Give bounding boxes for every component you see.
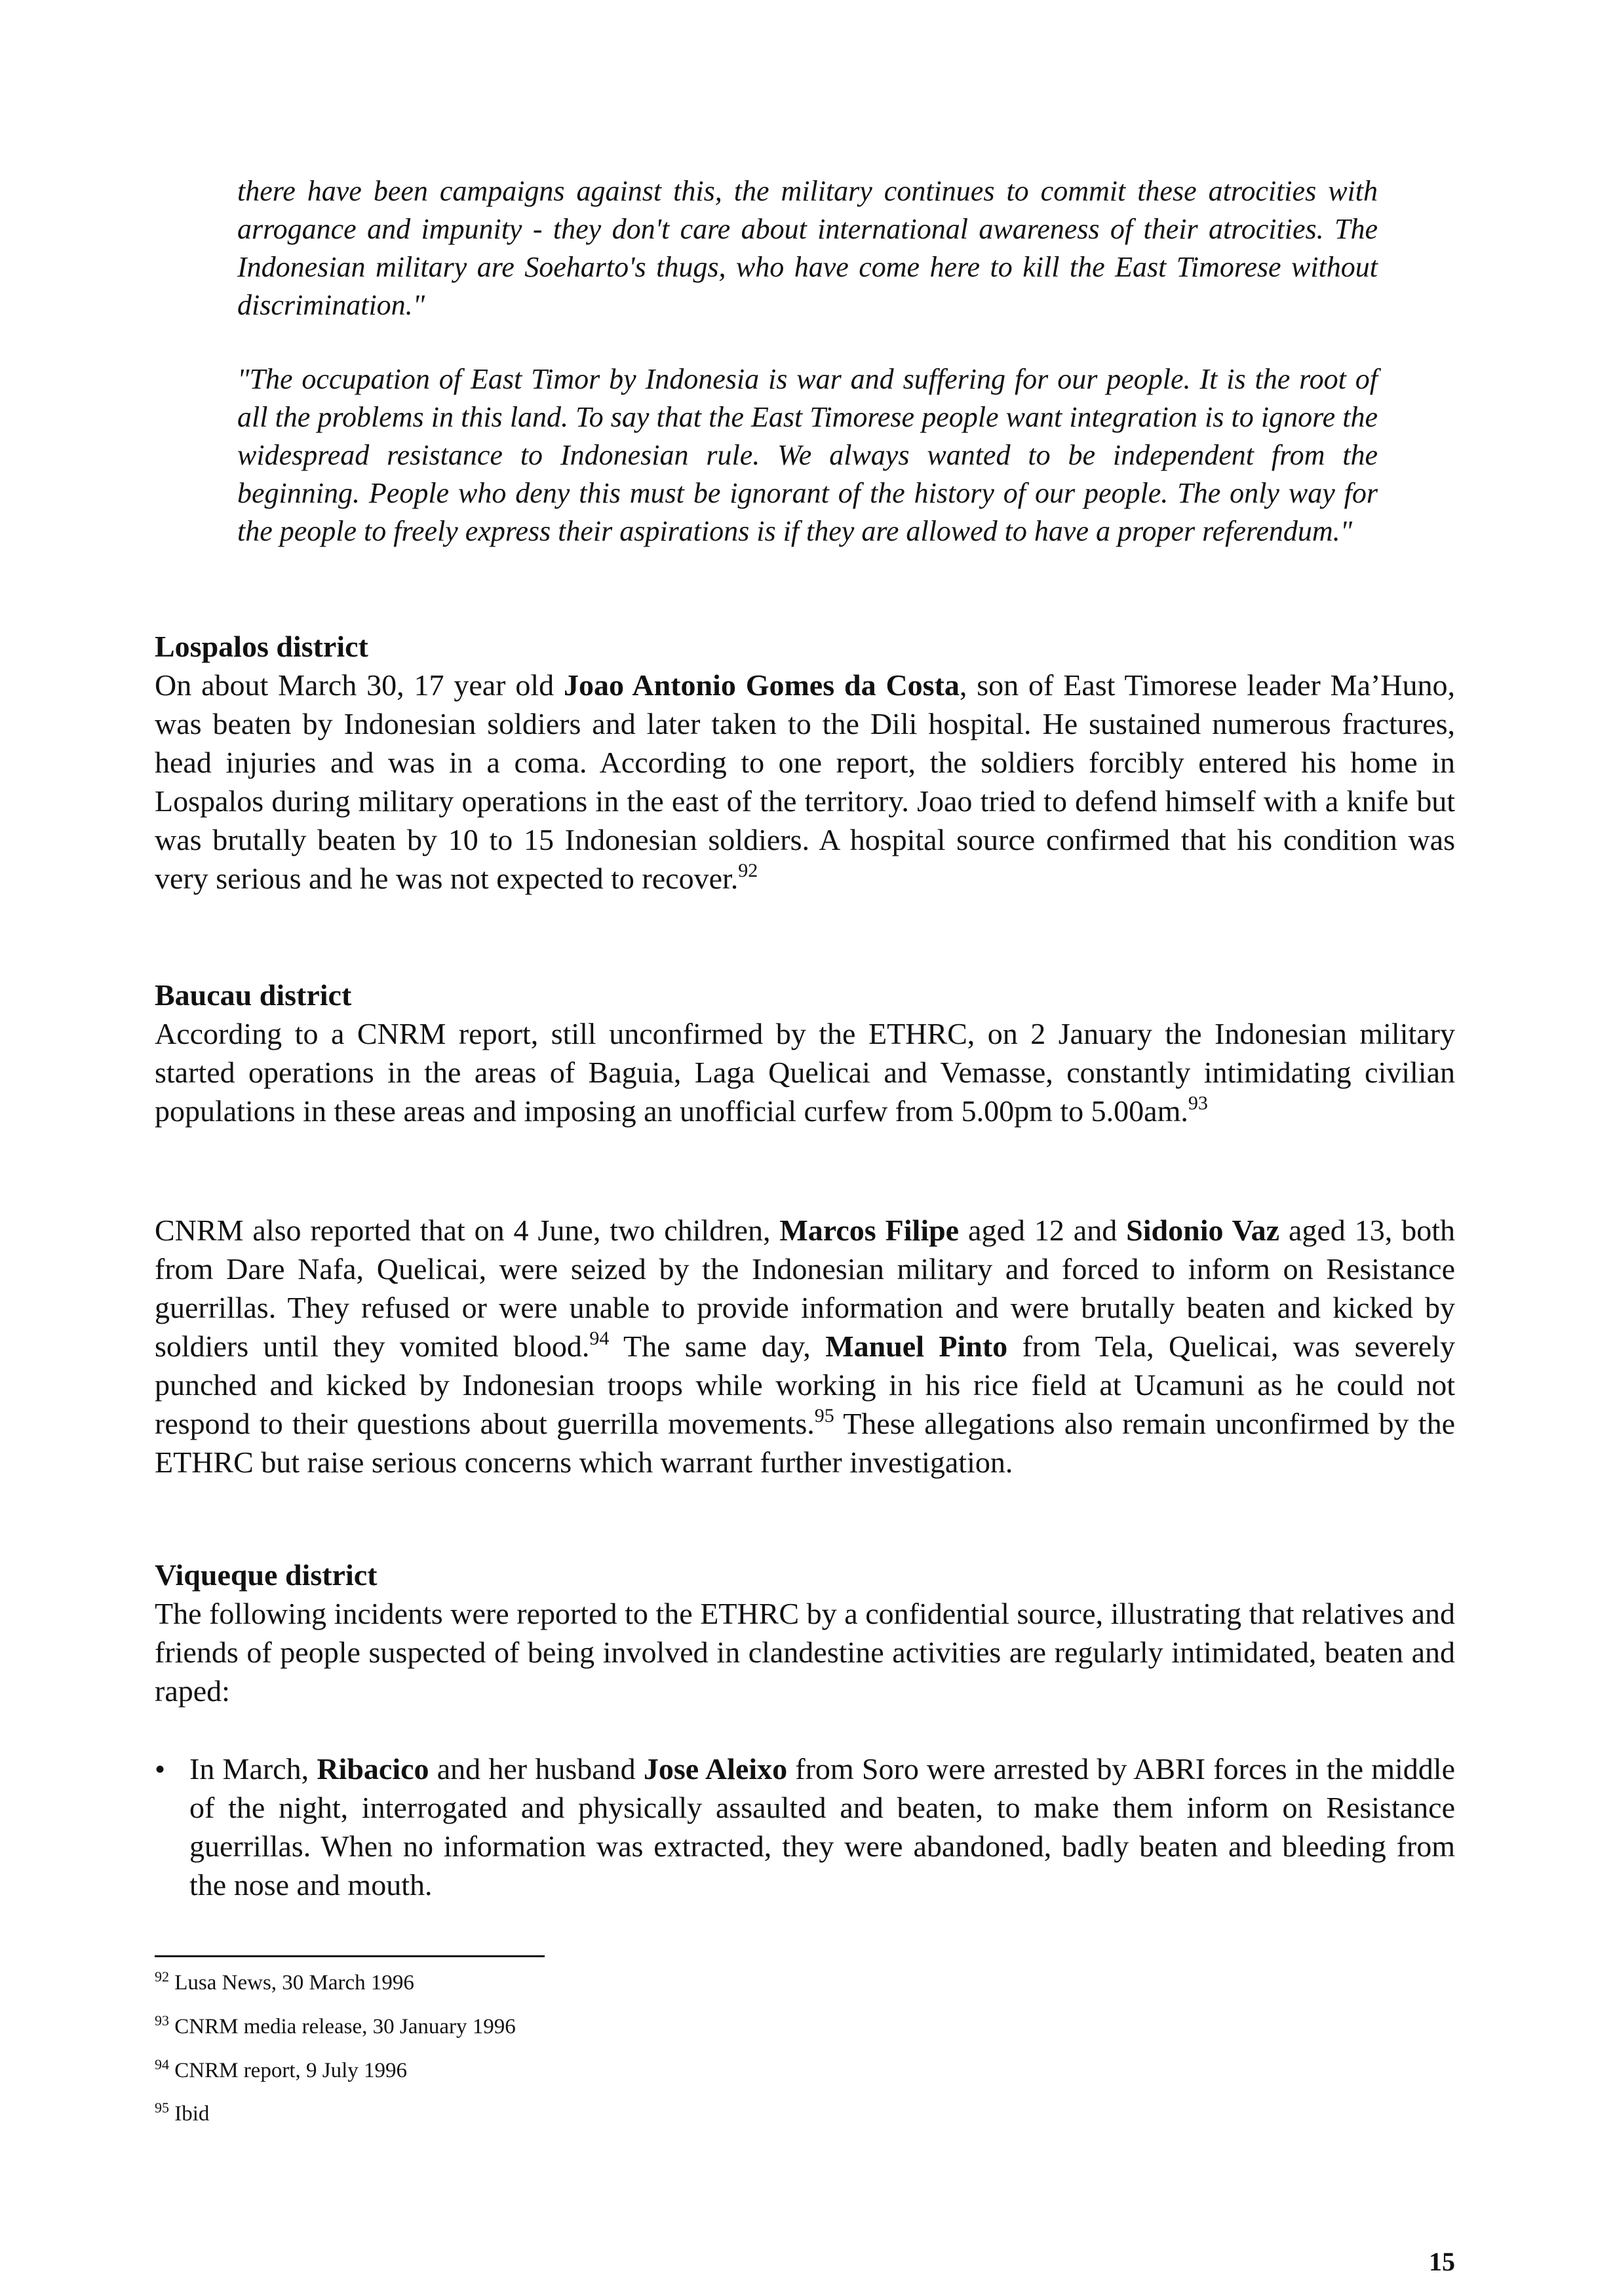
section-baucau (155, 976, 1455, 1130)
quote-paragraph-1: there have been campaigns against this, the military continues to commit these atrocities with arrogance and impunity - they don't care about international awareness of their atrocities. The Indonesian military are Soeharto's thugs, who have come here to kill the East Timorese without discrimination." (237, 175, 1378, 321)
person-name: Jose Aleixo (643, 1752, 788, 1786)
page-number: 15 (1429, 2247, 1455, 2276)
person-name: Sidonio Vaz (1126, 1214, 1280, 1247)
footnote-92: $^{92}$ Lusa News, 30 March 1996 (155, 1968, 414, 1995)
footnote-94: $^{94}$ CNRM report, 9 July 1996 (155, 2056, 407, 2082)
section-heading-lospalos: Lospalos district (155, 630, 368, 663)
footnote-ref: 95 (814, 1405, 834, 1426)
paragraph-lospalos: On about March 30, 17 year old Joao Antonio Gomes da Costa, son of East Timorese leader Ma’Huno, was beaten by Indonesian soldiers and later taken to the Dili hospital. He sustained numerous fractures, head injuries and was in a coma. According to one report, the soldiers forcibly entered his home in Lospalos during military operations in the east of the territory. Joao tried to defend himself with a knife but was brutally beaten by 10 to 15 Indonesian soldiers. A hospital source confirmed that his condition was very serious and he was not expected to recover.$^{92}$ (155, 668, 1456, 895)
section-heading-viqueque: Viqueque district (155, 1558, 378, 1592)
section-lospalos (155, 628, 1455, 898)
section-viqueque (155, 1556, 1455, 1710)
section-heading-baucau: Baucau district (155, 978, 352, 1012)
footnote-ref: 93 (1188, 1092, 1208, 1114)
person-name: Joao Antonio Gomes da Costa (564, 668, 960, 702)
paragraph-baucau-1: According to a CNRM report, still unconfirmed by the ETHRC, on 2 January the Indonesian military started operations in the areas of Baguia, Laga Quelicai and Vemasse, constantly intimidating civilian populations in these areas and imposing an unofficial curfew from 5.00pm to 5.00am.$^{93}$ (155, 1017, 1455, 1128)
footnote-93: $^{93}$ CNRM media release, 30 January 1996 (155, 2012, 516, 2038)
bullet-icon: • (155, 1752, 166, 1786)
bullet-text: In March, Ribacico and her husband Jose Aleixo from Soro were arrested by ABRI forces in the middle of the night, interrogated and physically assaulted and beaten, to make them inform on Resistance guerrillas. When no information was extracted, they were abandoned, badly beaten and bleeding from the nose and mouth. (189, 1752, 1455, 1902)
footnote-95: $^{95}$ Ibid (155, 2099, 210, 2126)
person-name: Ribacico (317, 1752, 429, 1786)
footnote-divider (155, 1955, 545, 1957)
person-name: Manuel Pinto (825, 1330, 1008, 1363)
paragraph-baucau-2: CNRM also reported that on 4 June, two children, Marcos Filipe aged 12 and Sidonio Vaz aged 13, both from Dare Nafa, Quelicai, were seized by the Indonesian military and forced to inform on Resistance guerrillas. They refused or were unable to provide information and were brutally beaten and kicked by soldiers until they vomited blood.$^{94}$ The same day, Manuel Pinto from Tela, Quelicai, was severely punched and kicked by Indonesian troops while working in his rice field at Ucamuni as he could not respond to their questions about guerrilla movements.$^{95}$ These allegations also remain unconfirmed by the ETHRC but raise serious concerns which warrant further investigation. (155, 1214, 1456, 1479)
footnote-ref: 94 (589, 1328, 610, 1349)
bullet-list-item (155, 1750, 1455, 1904)
quote-paragraph-2: "The occupation of East Timor by Indonesia is war and suffering for our people. It is the root of all the problems in this land. To say that the East Timorese people want integration is to ignore the widespread resistance to Indonesian rule. We always wanted to be independent from the beginning. People who deny this must be ignorant of the history of our people. The only way for the people to freely express their aspirations is if they are allowed to have a proper referendum." (237, 363, 1378, 547)
paragraph-viqueque: The following incidents were reported to the ETHRC by a confidential source, illustrating that relatives and friends of people suspected of being involved in clandestine activities are regularly intimidated, beaten and raped: (155, 1597, 1455, 1708)
footnote-ref: 92 (738, 860, 758, 881)
person-name: Marcos Filipe (779, 1214, 960, 1247)
